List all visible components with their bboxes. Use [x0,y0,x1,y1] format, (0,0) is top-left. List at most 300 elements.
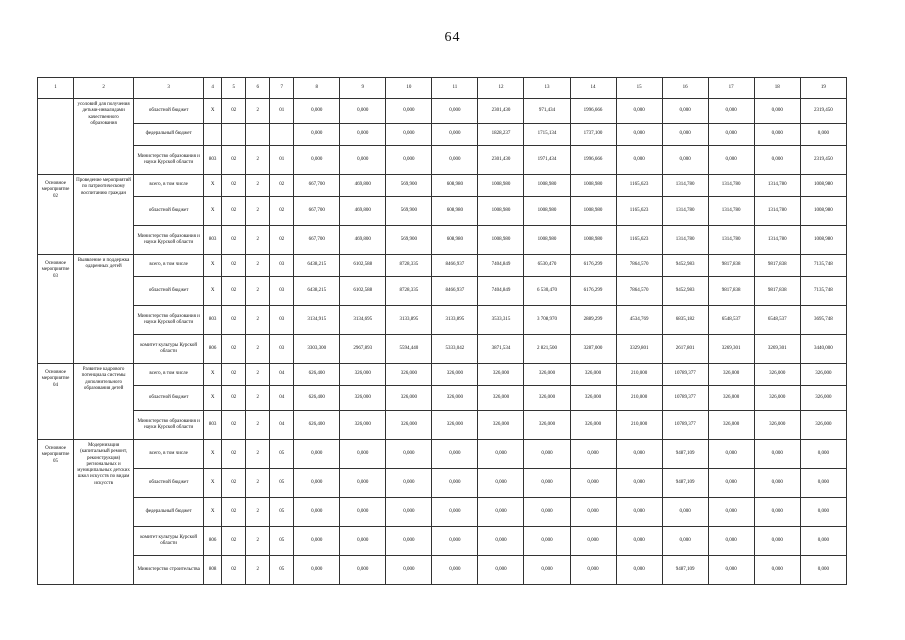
code-grbs: 806 [204,335,222,364]
amount-year-9: 0,000 [340,440,386,469]
amount-year-8: 0,000 [294,469,340,498]
amount-year-10: 0,000 [386,124,432,146]
amount-year-15: 210,000 [616,411,662,440]
amount-year-9: 0,000 [340,498,386,527]
code-program: 02 [222,527,246,556]
amount-year-19: 0,000 [800,527,846,556]
amount-year-17: 326,000 [708,364,754,386]
amount-year-8: 3303,300 [294,335,340,364]
code-subprogram: 2 [246,411,270,440]
code-program: 02 [222,277,246,306]
table-row [38,175,847,197]
amount-year-8: 626,400 [294,364,340,386]
table-row [38,527,847,556]
amount-year-13: 0,000 [524,556,570,585]
amount-year-10: 0,000 [386,146,432,175]
page-number: 64 [444,30,461,45]
amount-year-11: 8466,937 [432,255,478,277]
funding-source: Министерство образования и науки Курской области [134,306,204,335]
amount-year-10: 0,000 [386,440,432,469]
code-measure: 01 [270,99,294,124]
column-number-3: 3 [134,78,204,99]
amount-year-9: 469,800 [340,226,386,255]
amount-year-18: 9817,838 [754,277,800,306]
measure-description: Развитие кадрового потенциала системы дополнительного образования детей [74,364,134,440]
amount-year-8: 667,700 [294,175,340,197]
amount-year-8: 0,000 [294,99,340,124]
funding-source: всего, в том числе [134,440,204,469]
amount-year-12: 0,000 [478,556,524,585]
table-row [38,99,847,124]
code-measure: 01 [270,146,294,175]
amount-year-17: 6548,537 [708,306,754,335]
amount-year-10: 0,000 [386,556,432,585]
amount-year-18: 1314,780 [754,197,800,226]
amount-year-9: 2967,893 [340,335,386,364]
amount-year-9: 6102,588 [340,255,386,277]
amount-year-17: 9817,838 [708,255,754,277]
amount-year-17: 1314,780 [708,226,754,255]
measure-name: Основное мероприятие 02 [38,175,74,255]
code-program: 02 [222,175,246,197]
code-program [222,124,246,146]
amount-year-8: 0,000 [294,146,340,175]
amount-year-13: 1971,434 [524,146,570,175]
table-row [38,197,847,226]
column-number-2: 2 [74,78,134,99]
column-number-18: 18 [754,78,800,99]
amount-year-19: 0,000 [800,556,846,585]
amount-year-17: 9817,838 [708,277,754,306]
code-program: 02 [222,335,246,364]
code-program: 02 [222,364,246,386]
amount-year-12: 3533,315 [478,306,524,335]
funding-source: областной бюджет [134,99,204,124]
table-row [38,386,847,411]
code-program: 02 [222,197,246,226]
code-program: 02 [222,440,246,469]
measure-name: Основное мероприятие 03 [38,255,74,364]
amount-year-14: 0,000 [570,440,616,469]
amount-year-14: 2889,299 [570,306,616,335]
code-subprogram: 2 [246,364,270,386]
amount-year-8: 626,400 [294,411,340,440]
amount-year-11: 326,000 [432,364,478,386]
amount-year-8: 626,400 [294,386,340,411]
column-number-4: 4 [204,78,222,99]
amount-year-15: 1165,623 [616,197,662,226]
amount-year-18: 3269,301 [754,335,800,364]
amount-year-10: 569,900 [386,197,432,226]
amount-year-13: 3 708,970 [524,306,570,335]
amount-year-8: 3134,915 [294,306,340,335]
code-measure [270,124,294,146]
amount-year-19: 326,000 [800,364,846,386]
table-row [38,440,847,469]
column-number-9: 9 [340,78,386,99]
amount-year-10: 326,000 [386,386,432,411]
amount-year-12: 326,000 [478,411,524,440]
column-number-7: 7 [270,78,294,99]
amount-year-11: 326,000 [432,411,478,440]
column-number-17: 17 [708,78,754,99]
amount-year-16: 9487,109 [662,556,708,585]
amount-year-9: 6102,588 [340,277,386,306]
table-row [38,411,847,440]
code-grbs: 803 [204,306,222,335]
amount-year-13: 0,000 [524,498,570,527]
code-subprogram [246,124,270,146]
amount-year-16: 9452,983 [662,277,708,306]
amount-year-17: 326,000 [708,411,754,440]
amount-year-17: 0,000 [708,556,754,585]
code-grbs: X [204,197,222,226]
code-grbs: X [204,498,222,527]
amount-year-13: 0,000 [524,440,570,469]
measure-name [38,99,74,175]
amount-year-12: 1008,980 [478,175,524,197]
code-measure: 03 [270,255,294,277]
amount-year-18: 6548,537 [754,306,800,335]
amount-year-17: 0,000 [708,124,754,146]
code-program: 02 [222,411,246,440]
code-subprogram: 2 [246,469,270,498]
funding-source: всего, в том числе [134,255,204,277]
amount-year-16: 0,000 [662,146,708,175]
code-subprogram: 2 [246,255,270,277]
amount-year-10: 8728,335 [386,255,432,277]
amount-year-17: 1314,780 [708,175,754,197]
code-subprogram: 2 [246,556,270,585]
amount-year-13: 326,000 [524,364,570,386]
amount-year-8: 0,000 [294,527,340,556]
amount-year-10: 0,000 [386,527,432,556]
amount-year-14: 1737,100 [570,124,616,146]
amount-year-12: 0,000 [478,469,524,498]
amount-year-17: 326,000 [708,386,754,411]
funding-source: Министерство строительства [134,556,204,585]
table-row [38,124,847,146]
funding-source: областной бюджет [134,469,204,498]
column-number-15: 15 [616,78,662,99]
amount-year-11: 608,980 [432,226,478,255]
amount-year-10: 0,000 [386,99,432,124]
amount-year-16: 9452,983 [662,255,708,277]
amount-year-9: 0,000 [340,146,386,175]
amount-year-11: 608,980 [432,175,478,197]
code-grbs: X [204,440,222,469]
amount-year-15: 0,000 [616,124,662,146]
column-number-12: 12 [478,78,524,99]
amount-year-15: 210,000 [616,386,662,411]
amount-year-10: 569,900 [386,175,432,197]
code-subprogram: 2 [246,335,270,364]
amount-year-12: 7404,849 [478,255,524,277]
code-grbs: 803 [204,226,222,255]
amount-year-10: 326,000 [386,411,432,440]
code-measure: 02 [270,197,294,226]
amount-year-9: 0,000 [340,556,386,585]
amount-year-15: 0,000 [616,527,662,556]
measure-description: Модернизация (капитальный ремонт, реконструкция) региональных и муниципальных детских школ искусств по видам искусств [74,440,134,585]
amount-year-15: 0,000 [616,469,662,498]
amount-year-11: 5333,042 [432,335,478,364]
amount-year-14: 326,000 [570,364,616,386]
amount-year-14: 1008,980 [570,197,616,226]
code-grbs: X [204,469,222,498]
amount-year-14: 1008,980 [570,175,616,197]
amount-year-15: 0,000 [616,146,662,175]
code-program: 02 [222,99,246,124]
amount-year-15: 210,000 [616,364,662,386]
amount-year-13: 1715,134 [524,124,570,146]
amount-year-18: 0,000 [754,146,800,175]
column-number-10: 10 [386,78,432,99]
amount-year-19: 2319,450 [800,146,846,175]
amount-year-9: 326,000 [340,386,386,411]
code-measure: 02 [270,226,294,255]
amount-year-14: 3287,000 [570,335,616,364]
amount-year-9: 0,000 [340,124,386,146]
amount-year-11: 326,000 [432,386,478,411]
amount-year-12: 3871,534 [478,335,524,364]
code-program: 02 [222,255,246,277]
funding-source: всего, в том числе [134,175,204,197]
amount-year-8: 0,000 [294,440,340,469]
amount-year-8: 6438,215 [294,255,340,277]
funding-source: комитет культуры Курской области [134,527,204,556]
amount-year-11: 0,000 [432,440,478,469]
amount-year-17: 3269,301 [708,335,754,364]
amount-year-12: 2301,430 [478,146,524,175]
column-number-11: 11 [432,78,478,99]
code-program: 02 [222,556,246,585]
amount-year-19: 0,000 [800,469,846,498]
amount-year-9: 3134,695 [340,306,386,335]
amount-year-17: 0,000 [708,440,754,469]
column-number-6: 6 [246,78,270,99]
amount-year-13: 6530,470 [524,255,570,277]
amount-year-19: 1008,980 [800,175,846,197]
amount-year-16: 9487,109 [662,440,708,469]
amount-year-19: 0,000 [800,440,846,469]
code-measure: 05 [270,498,294,527]
amount-year-19: 7135,748 [800,255,846,277]
amount-year-14: 1996,666 [570,99,616,124]
code-grbs [204,124,222,146]
amount-year-16: 10789,377 [662,386,708,411]
amount-year-12: 326,000 [478,364,524,386]
amount-year-12: 0,000 [478,498,524,527]
amount-year-17: 1314,780 [708,197,754,226]
code-grbs: 808 [204,556,222,585]
amount-year-10: 0,000 [386,469,432,498]
amount-year-18: 1314,780 [754,226,800,255]
amount-year-19: 326,000 [800,411,846,440]
budget-table [37,77,847,585]
amount-year-15: 7864,570 [616,255,662,277]
amount-year-18: 0,000 [754,498,800,527]
column-number-5: 5 [222,78,246,99]
amount-year-9: 0,000 [340,527,386,556]
amount-year-13: 0,000 [524,527,570,556]
amount-year-14: 0,000 [570,556,616,585]
amount-year-16: 0,000 [662,527,708,556]
code-measure: 05 [270,469,294,498]
amount-year-11: 0,000 [432,527,478,556]
amount-year-17: 0,000 [708,146,754,175]
code-measure: 05 [270,556,294,585]
funding-source: Министерство образования и науки Курской области [134,226,204,255]
amount-year-11: 8466,937 [432,277,478,306]
amount-year-17: 0,000 [708,527,754,556]
code-grbs: X [204,99,222,124]
amount-year-9: 469,800 [340,175,386,197]
amount-year-14: 6176,299 [570,277,616,306]
amount-year-15: 7864,570 [616,277,662,306]
table-row [38,556,847,585]
funding-source: Министерство образования и науки Курской области [134,411,204,440]
amount-year-18: 0,000 [754,527,800,556]
amount-year-18: 1314,780 [754,175,800,197]
code-subprogram: 2 [246,99,270,124]
amount-year-8: 0,000 [294,498,340,527]
amount-year-11: 0,000 [432,498,478,527]
code-measure: 05 [270,527,294,556]
amount-year-16: 1314,780 [662,226,708,255]
code-subprogram: 2 [246,440,270,469]
amount-year-19: 1008,980 [800,226,846,255]
amount-year-17: 0,000 [708,99,754,124]
amount-year-11: 0,000 [432,146,478,175]
table-row [38,498,847,527]
amount-year-9: 469,800 [340,197,386,226]
code-subprogram: 2 [246,277,270,306]
code-measure: 05 [270,440,294,469]
amount-year-19: 0,000 [800,124,846,146]
amount-year-10: 569,900 [386,226,432,255]
code-measure: 04 [270,386,294,411]
code-subprogram: 2 [246,386,270,411]
code-subprogram: 2 [246,498,270,527]
code-subprogram: 2 [246,197,270,226]
amount-year-16: 10789,377 [662,364,708,386]
amount-year-14: 0,000 [570,527,616,556]
amount-year-14: 326,000 [570,386,616,411]
funding-source: федеральный бюджет [134,498,204,527]
code-subprogram: 2 [246,226,270,255]
amount-year-19: 1008,980 [800,197,846,226]
code-grbs: X [204,255,222,277]
amount-year-8: 667,700 [294,197,340,226]
code-program: 02 [222,146,246,175]
amount-year-18: 326,000 [754,364,800,386]
amount-year-8: 6438,215 [294,277,340,306]
amount-year-9: 326,000 [340,411,386,440]
code-measure: 03 [270,277,294,306]
amount-year-17: 0,000 [708,469,754,498]
amount-year-9: 326,000 [340,364,386,386]
code-grbs: X [204,277,222,306]
funding-source: комитет культуры Курской области [134,335,204,364]
code-subprogram: 2 [246,175,270,197]
code-grbs: 806 [204,527,222,556]
amount-year-13: 1008,980 [524,175,570,197]
amount-year-10: 326,000 [386,364,432,386]
amount-year-12: 7404,849 [478,277,524,306]
code-measure: 03 [270,335,294,364]
amount-year-19: 3440,000 [800,335,846,364]
amount-year-18: 326,000 [754,411,800,440]
table-row [38,364,847,386]
amount-year-18: 0,000 [754,99,800,124]
measure-description: усоловий для получения детьми-инвалидами качественного образования [74,99,134,175]
amount-year-12: 1008,980 [478,226,524,255]
amount-year-13: 1008,980 [524,226,570,255]
amount-year-13: 6 530,470 [524,277,570,306]
amount-year-15: 1165,623 [616,175,662,197]
amount-year-13: 326,000 [524,386,570,411]
amount-year-16: 0,000 [662,498,708,527]
amount-year-19: 326,000 [800,386,846,411]
amount-year-18: 9817,838 [754,255,800,277]
amount-year-16: 10789,377 [662,411,708,440]
amount-year-18: 326,000 [754,386,800,411]
amount-year-15: 1165,623 [616,226,662,255]
code-program: 02 [222,386,246,411]
code-subprogram: 2 [246,146,270,175]
amount-year-17: 0,000 [708,498,754,527]
code-measure: 03 [270,306,294,335]
amount-year-15: 0,000 [616,99,662,124]
amount-year-15: 3329,801 [616,335,662,364]
amount-year-11: 0,000 [432,124,478,146]
amount-year-10: 3133,895 [386,306,432,335]
table-row [38,469,847,498]
amount-year-18: 0,000 [754,440,800,469]
amount-year-14: 1996,666 [570,146,616,175]
amount-year-9: 0,000 [340,469,386,498]
amount-year-15: 0,000 [616,556,662,585]
code-grbs: 803 [204,411,222,440]
table-row [38,306,847,335]
funding-source: федеральный бюджет [134,124,204,146]
amount-year-10: 5594,440 [386,335,432,364]
column-number-16: 16 [662,78,708,99]
amount-year-18: 0,000 [754,124,800,146]
amount-year-12: 326,000 [478,386,524,411]
amount-year-13: 1008,980 [524,197,570,226]
measure-name: Основное мероприятие 05 [38,440,74,585]
funding-source: областной бюджет [134,277,204,306]
code-program: 02 [222,469,246,498]
code-subprogram: 2 [246,306,270,335]
amount-year-9: 0,000 [340,99,386,124]
amount-year-8: 0,000 [294,556,340,585]
amount-year-8: 0,000 [294,124,340,146]
measure-name: Основное мероприятие 04 [38,364,74,440]
amount-year-13: 0,000 [524,469,570,498]
amount-year-11: 608,980 [432,197,478,226]
code-program: 02 [222,226,246,255]
amount-year-19: 3695,748 [800,306,846,335]
amount-year-15: 0,000 [616,440,662,469]
amount-year-10: 0,000 [386,498,432,527]
code-grbs: X [204,364,222,386]
amount-year-13: 2 821,500 [524,335,570,364]
amount-year-13: 326,000 [524,411,570,440]
code-program: 02 [222,498,246,527]
